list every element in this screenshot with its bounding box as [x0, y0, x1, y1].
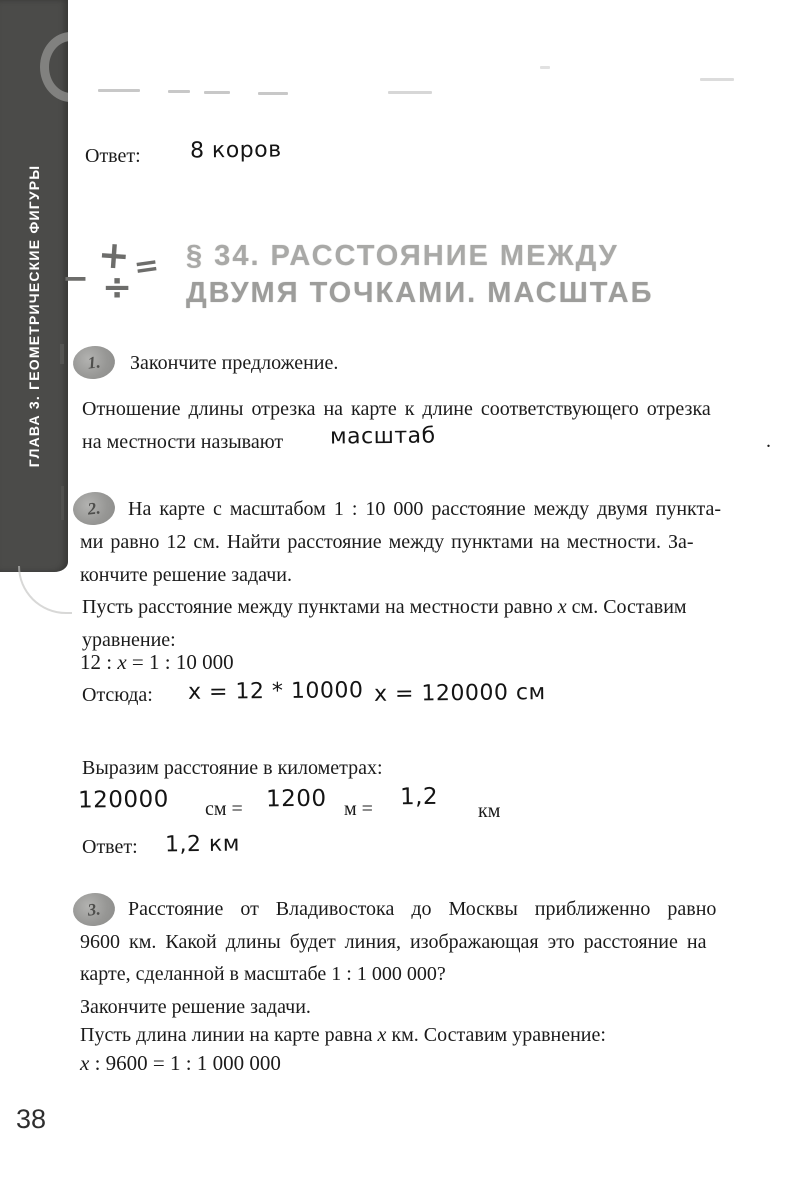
task1-end-period: . [766, 430, 771, 452]
task2-text-line3: кончите решение задачи. [80, 564, 293, 586]
task2-setup-post: см. Составим [566, 596, 687, 618]
task2-km-unit3: км [478, 800, 501, 822]
task2-equation-pre: 12 : [80, 650, 118, 674]
task1-title: Закончите предложение. [130, 352, 339, 374]
task1-number: 1. [86, 351, 102, 373]
task1-number-badge [71, 344, 116, 381]
task3-setup-variable: x [377, 1024, 387, 1046]
prev-answer-label: Ответ: [85, 145, 141, 167]
ring-watermark-icon [40, 32, 68, 102]
task2-text-line2: ми равно 12 см. Найти расстояние между пунктами на местности. За- [80, 531, 694, 553]
task3-number-badge [71, 891, 116, 928]
task2-hence-handwritten2: x = 120000 см [373, 680, 546, 707]
task3-setup-post: км. Составим уравнение: [386, 1024, 606, 1046]
task2-km-heading: Выразим расстояние в километрах: [82, 757, 383, 779]
task2-setup-line2: уравнение: [82, 629, 176, 651]
task2-answer-handwritten: 1,2 км [164, 831, 241, 858]
task3-number: 3. [86, 898, 102, 920]
task2-km-unit2: м = [344, 798, 373, 820]
prev-answer-handwritten: 8 коров [189, 137, 282, 164]
plus-icon: + [96, 231, 132, 279]
task2-number: 2. [86, 497, 102, 519]
faded-mark [258, 92, 288, 95]
scan-edge-mark [60, 344, 64, 364]
faded-mark [98, 89, 140, 92]
task2-equation-post: = 1 : 10 000 [126, 650, 234, 674]
section-heading-line2: ДВУМЯ ТОЧКАМИ. МАСШТАБ [186, 277, 654, 309]
page-number: 38 [16, 1104, 47, 1134]
task2-answer-label: Ответ: [82, 836, 138, 858]
task2-km-value3-handwritten: 1,2 [399, 783, 439, 811]
chapter-title-vertical: ГЛАВА 3. ГЕОМЕТРИЧЕСКИЕ ФИГУРЫ [26, 164, 42, 468]
task3-text-line3: карте, сделанной в масштабе 1 : 1 000 000? [80, 963, 446, 985]
math-symbols-icon [62, 231, 162, 312]
task3-text-line1: Расстояние от Владивостока до Москвы приближенно равно [128, 898, 717, 920]
scan-edge-mark [61, 486, 64, 520]
task3-text-line2: 9600 км. Какой длины будет линия, изображающая это расстояние на [80, 931, 707, 953]
divide-icon: ÷ [102, 267, 133, 308]
task3-equation [80, 1051, 281, 1076]
task2-hence-handwritten1: x = 12 * 10000 [187, 678, 364, 705]
task2-setup-variable: x [557, 596, 567, 618]
task3-equation-post: : 9600 = 1 : 1 000 000 [89, 1051, 281, 1075]
faded-mark [204, 91, 230, 94]
task2-setup-pre: Пусть расстояние между пунктами на местности равно [82, 596, 558, 618]
task2-km-value1-handwritten: 120000 [77, 786, 169, 814]
page-curl [18, 566, 72, 614]
minus-icon: − [62, 259, 89, 297]
task3-equation-variable: x [80, 1051, 90, 1075]
task2-number-badge [71, 490, 116, 527]
task1-answer-handwritten: масштаб [329, 423, 436, 450]
task2-text-line1: На карте с масштабом 1 : 10 000 расстояние между двумя пункта- [128, 498, 722, 520]
chapter-sidebar [0, 0, 68, 572]
task2-equation [80, 650, 234, 675]
task2-equation-variable: x [117, 650, 127, 674]
faded-mark [700, 78, 734, 81]
task2-setup-line1 [82, 596, 687, 619]
task2-km-value2-handwritten: 1200 [265, 785, 327, 813]
faded-mark [540, 66, 550, 69]
faded-mark [168, 90, 190, 93]
task2-km-unit1: см = [205, 798, 243, 820]
faded-mark [388, 91, 432, 94]
section-heading-line1: § 34. РАССТОЯНИЕ МЕЖДУ [186, 240, 619, 272]
equals-icon: = [131, 247, 162, 286]
task3-setup-pre: Пусть длина линии на карте равна [80, 1024, 378, 1046]
task2-hence-label: Отсюда: [82, 684, 153, 706]
task3-setup-line [80, 1024, 606, 1047]
task1-text-line2: на местности называют [82, 431, 284, 453]
task1-text-line1: Отношение длины отрезка на карте к длине соответствующего отрезка [82, 398, 711, 420]
task3-subtitle: Закончите решение задачи. [80, 996, 311, 1018]
